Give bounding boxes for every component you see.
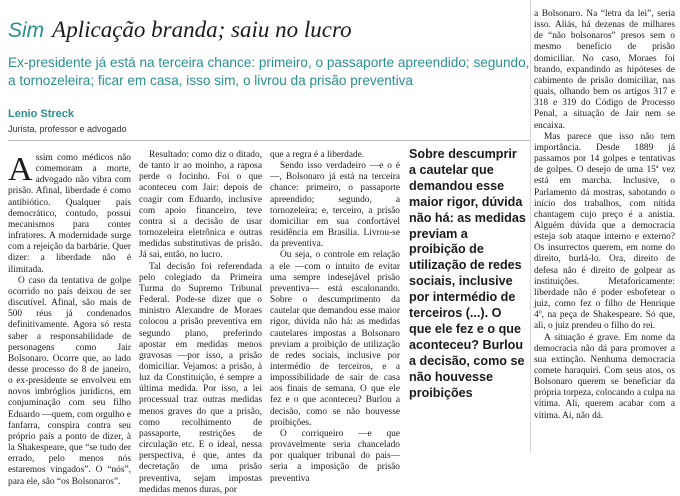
body-column-4 — [534, 9, 675, 422]
paragraph: a Bolsonaro. Na “letra da lei”, seria isso. Aliás, há dezenas de milhares de “não bolsonaros” presos sem o mesmo benefício de prisão domiciliar. No caso, Moraes foi brando, expandindo as hipóteses de cabimento de prisão domiciliar, nas quais, olhando bem os artigos 317 e 318 e 319 do Código de Processo Penal, a situação de Jair nem se encaixa. — [534, 9, 675, 131]
column-divider — [530, 0, 531, 453]
article-title: Aplicação branda; saiu no lucro — [52, 17, 352, 42]
paragraph: O caso da tentativa de golpe ocorrido no país deixou de ser discutível. Afinal, são mais de 500 réus já condenados definitivamente. Agora só resta saber a responsabilidade de personagens como Jair Bolsonaro. Ocorre que, ao lado desse processo do 8 de janeiro, o ex-presidente se envolveu em novos imbróglios jurídicos, em conjuminação com seu filho Eduardo —quem, com orgulho e fanfarra, conspira contra seu próprio país a ponto de dizer, à la Shakespeare, que “se tudo der errado, pelo menos nós estaremos vingados”. O “nós”, para ele, são “os Bolsonaros”. — [8, 275, 131, 487]
headline — [8, 16, 528, 45]
paragraph: Sendo isso verdadeiro —e o é—, Bolsonaro já está na terceira chance: primeiro, o passaporte apreendido; segundo, a tornozeleira; e, terceiro, a prisão domiciliar em sua confortável residência em Brasília. Livrou-se da preventiva. — [270, 161, 400, 250]
author-name: Lenio Streck — [8, 108, 75, 120]
paragraph: O corriqueiro —e que provavelmente seria chancelado por qualquer tribunal do país— seria a imposição de prisão preventiva — [270, 428, 400, 484]
author-role: Jurista, professor e advogado — [8, 124, 127, 134]
body-column-3 — [270, 150, 400, 485]
body-column-1 — [8, 153, 131, 488]
article-deck: Ex-presidente já está na terceira chance: primeiro, o passaporte apreendido; segundo, a tornozeleira; ficar em casa, isso sim, o livrou da prisão preventiva — [8, 55, 530, 88]
body-column-2 — [139, 150, 262, 496]
paragraph: Resultado: como diz o ditado, de tanto ir ao moinho, a raposa perde o focinho. Foi o que aconteceu com Jair: depois de coagir com Eduardo, inclusive com apoio financeiro, teve contra si a decisão de usar tornozeleira eletrônica e outras medidas substitutivas de prisão. Já sai, então, no lucro. — [139, 150, 262, 261]
paragraph: A situação é grave. Em nome da democracia não dá para promover a sua extinção. Nenhuma democracia comete haraquiri. Com seus atos, os Bolsonaro querem se beneficiar da própria torpeza, colocando a culpa na vítima. Ali, querem acabar com a vítima. Aí, não dá. — [534, 332, 675, 421]
pull-quote: Sobre descumprir a cautelar que demandou esse maior rigor, dúvida não há: as medidas previam a proibição de utilização de redes sociais, inclusive por intermédio de terceiros (...). O que ele fez e o que aconteceu? Burlou a decisão, como se não houvesse proibições — [409, 147, 526, 400]
paragraph — [8, 153, 131, 276]
drop-cap: A — [8, 151, 33, 188]
section-kicker: Sim — [8, 19, 45, 42]
paragraph: Tal decisão foi referendada pelo colegiado da Primeira Turma do Supremo Tribunal Federal. Pode-se dizer que o ministro Alexandre de Moraes colocou a prisão preventiva em segundo plano, preferindo apostar em medidas menos gravosas —por isso, a prisão domiciliar. Vejamos: a prisão, à luz da Constituição, é sempre a última medida. Por isso, a lei processual traz outras medidas menos graves do que a prisão, como recolhimento de passaporte, restrições de circulação etc. E o ideal, nessa perspectiva, é que, antes da decretação de uma prisão preventiva, sejam impostas medidas menos duras, por — [139, 261, 262, 495]
header-divider — [8, 140, 531, 141]
paragraph-text: ssim como médicos não comemoram a morte, advogado não vibra com prisão. Afinal, liberdade é como antibiótico. Qualquer país democrático, contudo, possui mecanismos para conter infratores. A modernidade surge com a rejeição da barbárie. Quer dizer: a liberdade não é ilimitada. — [8, 153, 131, 275]
paragraph: Ou seja, o controle em relação a ele —com o intuito de evitar uma sempre indesejável prisão preventiva— está escalonando. Sobre o descumprimento da cautelar que demandou esse maior rigor, dúvida não há: as medidas cautelares impostas a Bolsonaro previam a proibição de utilização de redes sociais, inclusive por intermédio de terceiros, e a impossibilidade de sair de casa aos finais de semana. O que ele fez e o que aconteceu? Burlou a decisão, como se não houvesse proibições. — [270, 250, 400, 428]
paragraph: Mas parece que isso não tem importância. Desde 1889 já passamos por 14 golpes e tentativas de golpes. O desejo de uma 15ª vez está em marcha. Inclusive, o Parlamento dá mostras, sabotando o início dos trabalhos, com nítida chantagem cujo preço é a anistia. Alguém dúvida que a democracia esteja sob ataque interno e externo? Os insurrectos querem, em nome do direito, burlá-lo. Ora, direito de defesa não é direito de golpear as instituições. Metaforicamente: liberdade não é poder esbofetear o juiz, como fez o filho de Henrique 4º, na peça de Shakespeare. Só que, ali, o juiz prendeu o filho do rei. — [534, 131, 675, 332]
paragraph: que a regra é a liberdade. — [270, 150, 365, 160]
